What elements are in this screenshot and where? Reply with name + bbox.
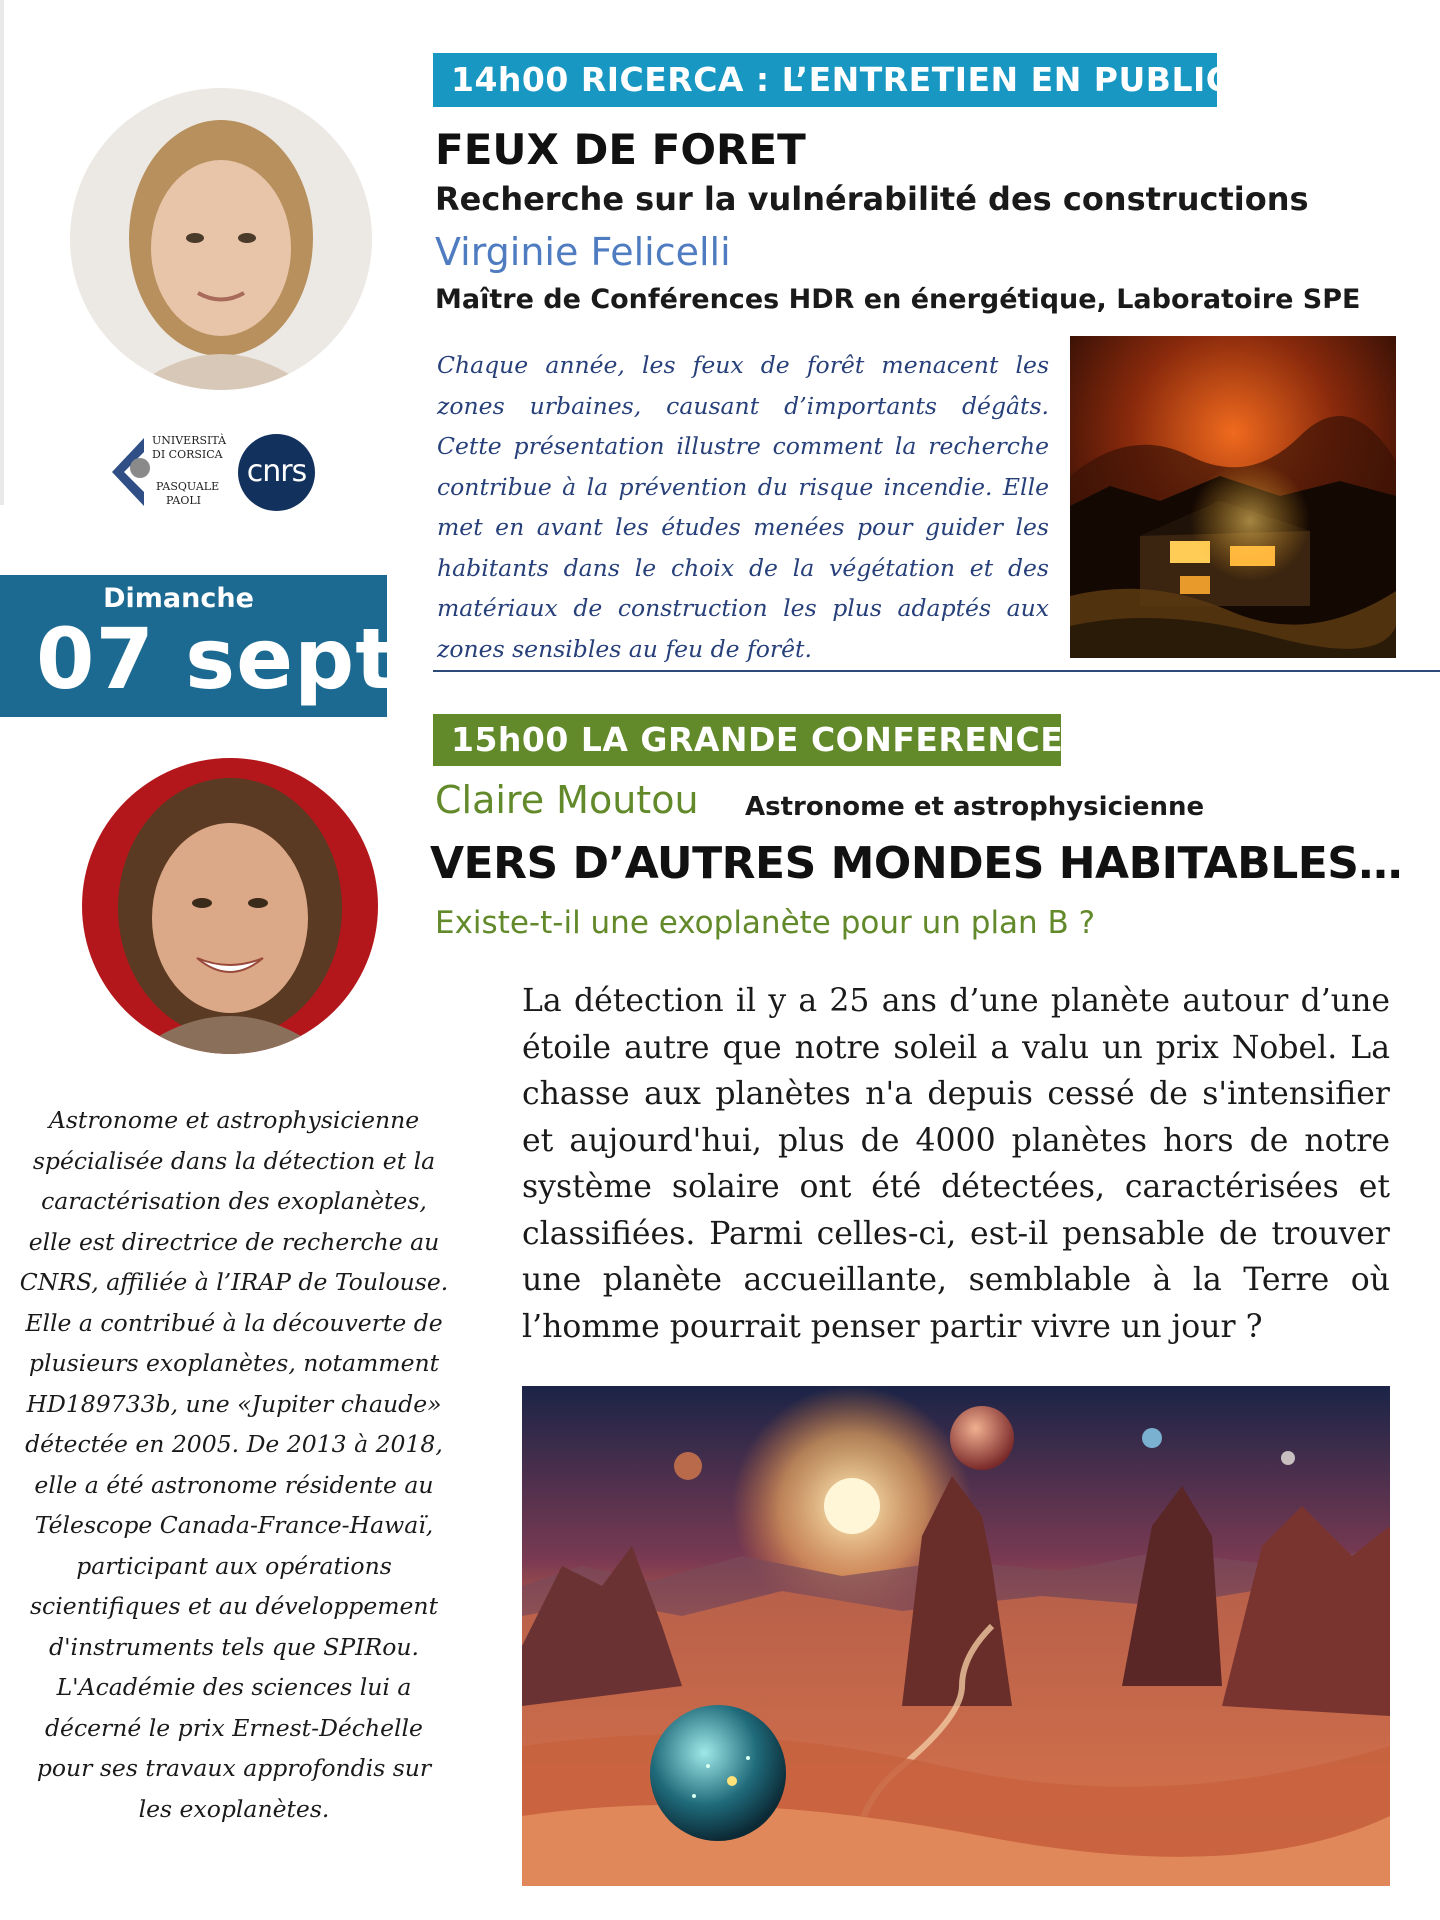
speaker1-portrait — [70, 88, 372, 390]
session2-description: La détection il y a 25 ans d’une planète autour d’une étoile autre que notre soleil a valu un prix Nobel. La chasse aux planètes n'a depuis cessé de s'intensifier et aujourd'hui, plus de 4000 planètes hors de notre système solaire ont été détectées, caractérisées et classifiées. Parmi celles-ci, est-il pensable de trouver une planète accueillante, semblable à la Terre où l’homme pourrait penser partir vivre un jour ? — [522, 983, 1390, 1345]
exoplanet-landscape-illustration — [522, 1386, 1390, 1886]
session1-subtitle: Recherche sur la vulnérabilité des constructions — [435, 180, 1309, 218]
wildfire-photo — [1070, 336, 1396, 658]
session2-subtitle: Existe-t-il une exoplanète pour un plan B ? — [435, 905, 1096, 941]
date-day: Dimanche — [103, 583, 254, 614]
universita-di-corsica-logo — [110, 430, 230, 510]
svg-text:PASQUALE: PASQUALE — [156, 480, 220, 493]
session1-speaker: Virginie Felicelli — [435, 230, 731, 274]
svg-text:UNIVERSITÀ: UNIVERSITÀ — [152, 434, 227, 447]
svg-text:DI CORSICA: DI CORSICA — [152, 448, 223, 461]
speaker2-portrait — [82, 758, 378, 1054]
left-edge-rule — [0, 0, 4, 505]
session1-description: Chaque année, les feux de forêt menacent les zones urbaines, causant d’importants dégâts. Cette présentation illustre comment la recherche contribue à la prévention du risque incendie. Elle met en avant les études menées pour guider les habitants dans le choix de la végétation et des matériaux de construction les plus adaptés aux zones sensibles au feu de forêt. — [437, 351, 1049, 663]
session2-banner: 15h00 LA GRANDE CONFERENCE — [433, 714, 1061, 766]
date-main: 07 sept — [36, 610, 397, 708]
session2-role: Astronome et astrophysicienne — [745, 792, 1205, 822]
session1-title: FEUX DE FORET — [435, 125, 806, 174]
session1-role: Maître de Conférences HDR en énergétique, Laboratoire SPE — [435, 284, 1361, 315]
date-box — [0, 575, 397, 717]
session2-title: VERS D’AUTRES MONDES HABITABLES… — [430, 838, 1402, 889]
section-divider — [433, 670, 1440, 672]
partner-logos — [110, 430, 330, 510]
svg-text:PAOLI: PAOLI — [166, 494, 202, 507]
speaker2-bio: Astronome et astrophysicienne spécialisée dans la détection et la caractérisation des exoplanètes, elle est directrice de recherche au CNRS, affiliée à l’IRAP de Toulouse. Elle a contribué à la découverte de plusieurs exoplanètes, notamment HD189733b, une «Jupiter chaude» détectée en 2005. De 2013 à 2018, elle a été astronome résidente au Télescope Canada-France-Hawaï, participant aux opérations scientifiques et au développement d'instruments tels que SPIRou. L'Académie des sciences lui a décerné le prix Ernest-Déchelle pour ses travaux approfondis sur les exoplanètes. — [19, 1106, 449, 1823]
session1-banner: 14h00 RICERCA : L’ENTRETIEN EN PUBLIC — [433, 53, 1217, 107]
session2-speaker: Claire Moutou — [435, 778, 699, 822]
cnrs-logo: cnrs — [238, 434, 315, 511]
